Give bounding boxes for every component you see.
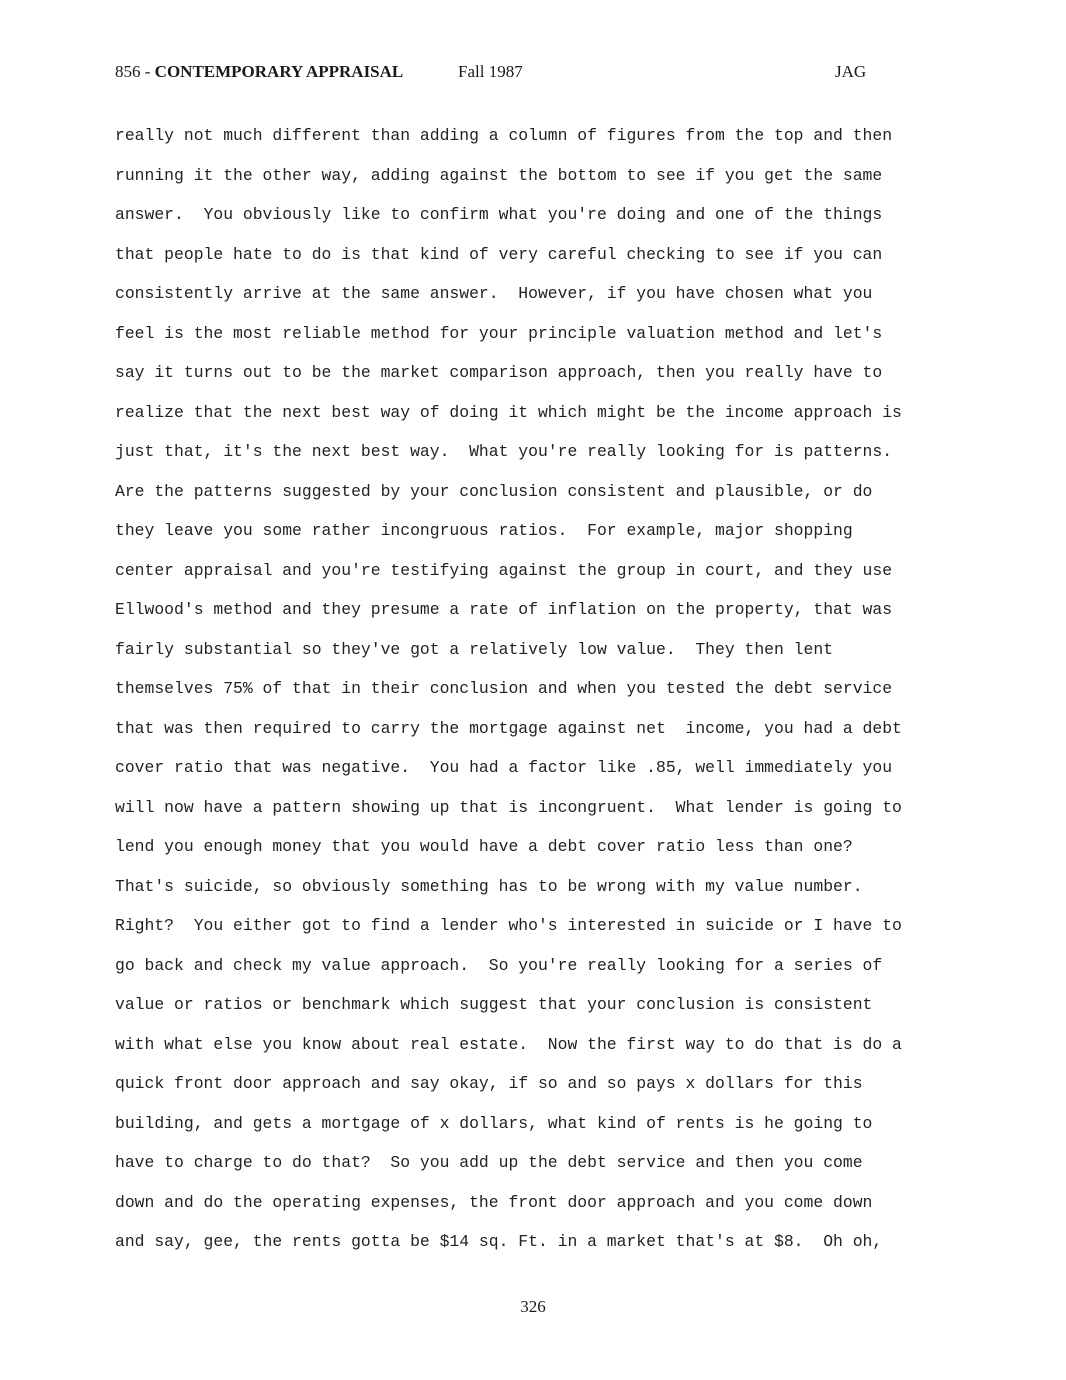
text-line: really not much different than adding a column of figures from the top and then [115,126,893,145]
text-line: that was then required to carry the mortgage against net income, you had a debt [115,718,902,738]
course-number: 856 - [115,62,155,81]
text-line: that people hate to do is that kind of very careful checking to see if you can [115,244,883,264]
page-header [115,62,935,86]
term-label: Fall 1987 [458,62,523,81]
text-line: with what else you know about real estate. Now the first way to do that is do a [115,1034,902,1054]
text-line: Ellwood's method and they presume a rate of inflation on the property, that was [115,600,893,619]
text-line: cover ratio that was negative. You had a factor like .85, well immediately you [115,758,893,777]
text-line: value or ratios or benchmark which suggest that your conclusion is consistent [115,995,873,1014]
text-line: running it the other way, adding against the bottom to see if you get the same [115,165,883,185]
text-line: quick front door approach and say okay, if so and so pays x dollars for this [115,1074,863,1093]
text-line: center appraisal and you're testifying against the group in court, and they use [115,560,893,580]
text-line: they leave you some rather incongruous ratios. For example, major shopping [115,521,853,540]
text-line: lend you enough money that you would have a debt cover ratio less than one? [115,837,853,856]
text-line: have to charge to do that? So you add up the debt service and then you come [115,1153,863,1172]
page-number: 326 [520,1297,546,1316]
text-line: That's suicide, so obviously something has to be wrong with my value number. [115,876,863,896]
text-line: just that, it's the next best way. What you're really looking for is patterns. [115,442,893,461]
text-line: Right? You either got to find a lender who's interested in suicide or I have to [115,916,902,935]
text-line: and say, gee, the rents gotta be $14 sq. Ft. in a market that's at $8. Oh oh, [115,1232,883,1251]
text-line: answer. You obviously like to confirm what you're doing and one of the things [115,205,883,224]
text-line: building, and gets a mortgage of x dollars, what kind of rents is he going to [115,1113,873,1133]
text-line: fairly substantial so they've got a relatively low value. They then lent [115,639,834,659]
text-line: go back and check my value approach. So you're really looking for a series of [115,955,883,975]
text-line: consistently arrive at the same answer. However, if you have chosen what you [115,284,873,303]
text-line: themselves 75% of that in their conclusion and when you tested the debt service [115,679,893,698]
text-line: will now have a pattern showing up that is incongruent. What lender is going to [115,797,902,817]
text-line: feel is the most reliable method for your principle valuation method and let's [115,323,883,343]
course-heading [115,62,403,82]
transcript-body [115,122,965,1268]
text-line: Are the patterns suggested by your conclusion consistent and plausible, or do [115,481,873,501]
text-line: realize that the next best way of doing it which might be the income approach is [115,402,902,422]
author-initials: JAG [835,62,867,81]
text-line: say it turns out to be the market comparison approach, then you really have to [115,363,883,382]
course-title: CONTEMPORARY APPRAISAL [154,62,404,81]
text-line: down and do the operating expenses, the front door approach and you come down [115,1192,873,1212]
